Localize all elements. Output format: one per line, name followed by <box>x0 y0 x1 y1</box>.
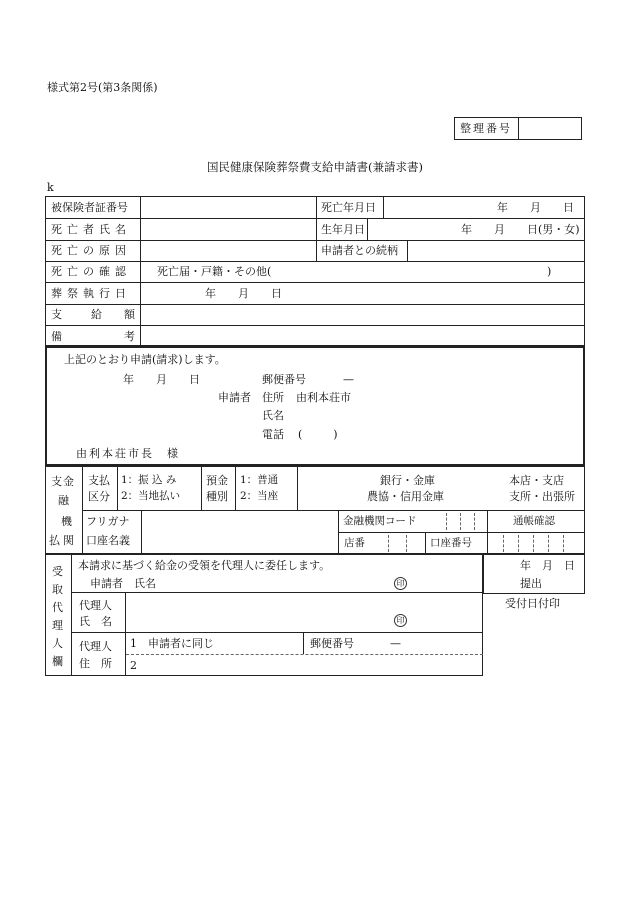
death-date-value[interactable]: 年 月 日 <box>497 201 574 214</box>
agent-name-label-2: 氏 名 <box>79 615 112 628</box>
mayor-addressee: 由利本荘市長 様 <box>76 447 180 460</box>
receipt-submitted: 提出 <box>520 577 542 590</box>
bank-section-label-1: 支 <box>51 475 62 488</box>
reference-number-label: 整理番号 <box>460 122 512 135</box>
agent-address-label-1: 代理人 <box>79 640 112 653</box>
applicant-postal-label: 郵便番号 <box>262 373 306 386</box>
cause-of-death-field[interactable] <box>141 241 315 260</box>
proxy-section-label-6: 欄 <box>52 655 63 668</box>
applicant-phone-value[interactable]: ( ) <box>298 428 341 441</box>
form-number: 様式第2号(第3条関係) <box>47 81 158 94</box>
bank-type-1[interactable]: 銀行・金庫 <box>380 474 435 487</box>
relation-field[interactable] <box>408 241 584 260</box>
amount-field[interactable] <box>141 305 584 324</box>
birth-date-label: 生年月日 <box>321 223 365 236</box>
applicant-phone-label: 電話 <box>262 428 284 441</box>
passbook-check-label: 通帳確認 <box>513 515 555 527</box>
applicant-address-value[interactable]: 由利本荘市 <box>296 391 351 404</box>
proxy-applicant-name-label: 申請者 氏名 <box>90 577 156 590</box>
branch-number-label: 店番 <box>344 537 365 549</box>
applicant-label: 申請者 <box>218 391 251 404</box>
branch-type-2[interactable]: 支所・出張所 <box>509 490 575 503</box>
deposit-option-current[interactable]: 2：当座 <box>240 490 279 502</box>
payment-option-local[interactable]: 2：当地払い <box>121 490 181 502</box>
deposit-option-ordinary[interactable]: 1：普通 <box>240 474 279 486</box>
bank-section-label-6: 関 <box>63 534 74 547</box>
amount-label-2: 給 <box>91 308 102 321</box>
agent-seal-mark: 印 <box>394 614 407 627</box>
applicant-seal-mark: 印 <box>394 577 407 590</box>
proxy-section-label-1: 受 <box>52 565 63 578</box>
bank-section-label-2: 金 <box>63 475 74 488</box>
application-date[interactable]: 年 月 日 <box>123 373 200 386</box>
account-number-label: 口座番号 <box>430 537 472 549</box>
account-holder-field[interactable] <box>142 511 337 553</box>
birth-date-value[interactable]: 年 月 日(男・女) <box>461 223 580 236</box>
remarks-label-1: 備 <box>51 330 62 343</box>
receipt-stamp-label: 受付日付印 <box>505 597 560 610</box>
agent-name-label-1: 代理人 <box>79 599 112 612</box>
agent-postal-label: 郵便番号 <box>310 637 354 650</box>
insured-number-field[interactable] <box>141 197 315 217</box>
relation-label: 申請者との続柄 <box>321 244 398 257</box>
funeral-date-value[interactable]: 年 月 日 <box>205 287 282 300</box>
furigana-label: フリガナ <box>86 515 130 528</box>
agent-postal-dash: — <box>390 637 401 650</box>
cause-of-death-label: 死亡の原因 <box>51 244 131 257</box>
reference-number-field[interactable] <box>519 118 581 139</box>
remarks-field[interactable] <box>141 326 584 345</box>
death-confirmation-close: ) <box>547 265 552 278</box>
applicant-postal-dash: — <box>343 373 354 386</box>
agent-address-label-2: 住 所 <box>79 657 112 670</box>
branch-type-1[interactable]: 本店・支店 <box>509 474 564 487</box>
applicant-address-label: 住所 <box>262 391 284 404</box>
bank-section-label-5: 払 <box>49 534 60 547</box>
agent-address-option-same[interactable]: 1 申請者に同じ <box>130 637 214 650</box>
bank-name-field[interactable] <box>298 467 373 509</box>
proxy-section-label-5: 人 <box>52 637 63 650</box>
application-statement: 上記のとおり申請(請求)します。 <box>64 353 226 366</box>
agent-name-field[interactable] <box>126 593 376 631</box>
page-title: 国民健康保険葬祭費支給申請書(兼請求書) <box>207 160 423 174</box>
deceased-name-field[interactable] <box>141 219 315 239</box>
applicant-name-label: 氏名 <box>262 409 284 422</box>
payment-type-label-1: 支払 <box>88 474 110 487</box>
receipt-date[interactable]: 年 月 日 <box>520 559 575 572</box>
proxy-section-label-2: 取 <box>52 583 63 596</box>
deposit-type-label-2: 種別 <box>206 490 228 503</box>
remarks-label-2: 考 <box>124 330 135 343</box>
payment-option-transfer[interactable]: 1：振 込 み <box>121 474 177 486</box>
bank-code-label: 金融機関コード <box>343 515 417 527</box>
deposit-type-label-1: 預金 <box>206 474 228 487</box>
bank-type-2[interactable]: 農協・信用金庫 <box>367 490 444 503</box>
payment-type-label-2: 区分 <box>88 490 110 503</box>
funeral-date-label: 葬祭執行日 <box>51 287 131 300</box>
account-holder-label: 口座名義 <box>86 534 130 547</box>
insured-number-label: 被保険者証番号 <box>51 201 128 214</box>
deceased-name-label: 死亡者氏名 <box>51 223 131 236</box>
death-date-label: 死亡年月日 <box>321 201 376 214</box>
death-confirmation-options[interactable]: 死亡届・戸籍・その他( <box>157 265 272 278</box>
delegation-statement: 本請求に基づく給金の受領を代理人に委任します。 <box>78 559 331 572</box>
stray-char: k <box>47 181 54 194</box>
bank-section-label-4: 機 <box>61 515 72 528</box>
bank-section-label-3: 融 <box>58 494 69 507</box>
death-confirmation-label: 死亡の確認 <box>51 265 131 278</box>
proxy-section-label-4: 理 <box>52 619 63 632</box>
amount-label-3: 額 <box>124 308 135 321</box>
agent-address-option-other[interactable]: 2 <box>130 659 137 672</box>
amount-label-1: 支 <box>51 308 62 321</box>
proxy-section-label-3: 代 <box>52 601 63 614</box>
